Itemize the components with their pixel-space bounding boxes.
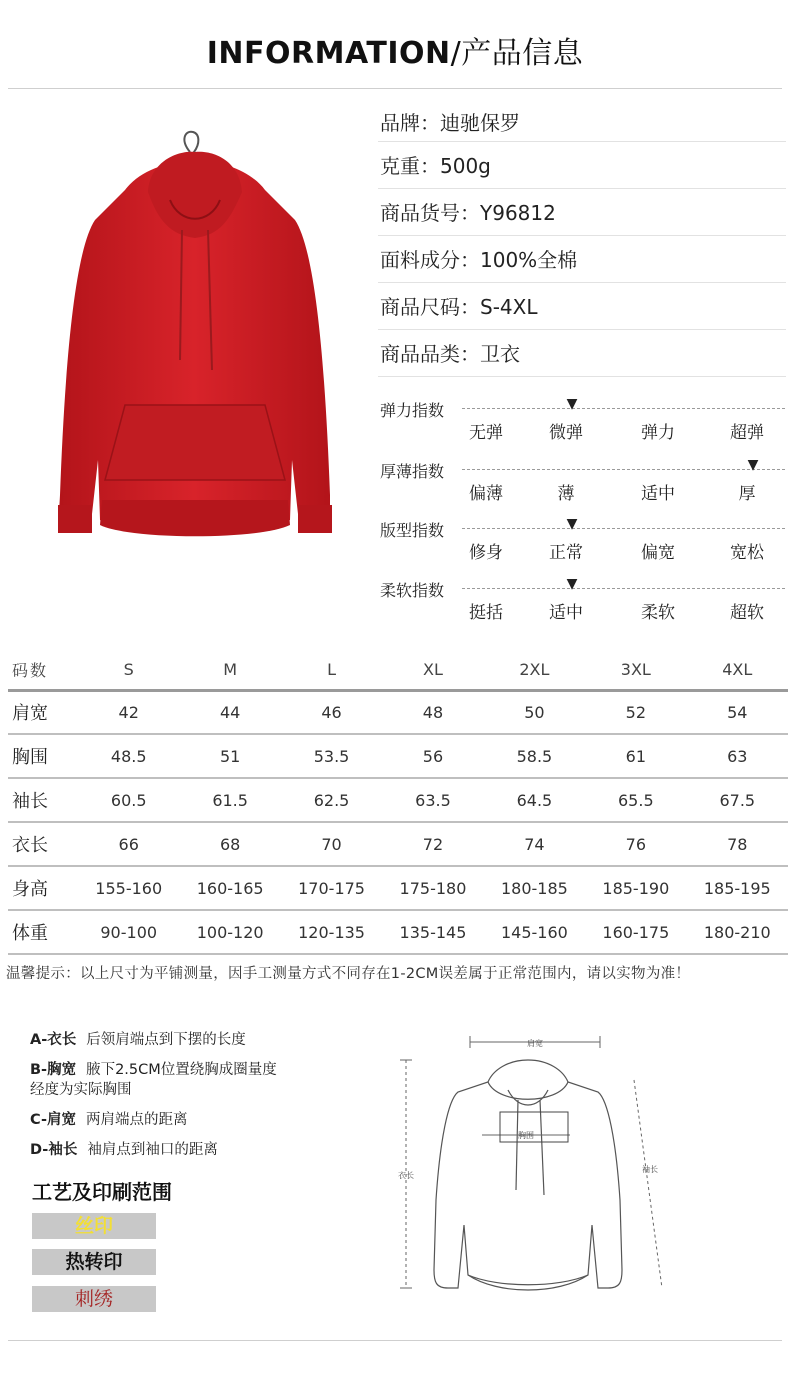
table-cell: 51 bbox=[179, 734, 280, 778]
table-cell: 100-120 bbox=[179, 910, 280, 954]
row-label: 衣长 bbox=[8, 822, 78, 866]
table-cell: 120-135 bbox=[281, 910, 382, 954]
table-cell: 170-175 bbox=[281, 866, 382, 910]
scale-label: 弹力指数 bbox=[380, 401, 445, 420]
info-category: 商品品类：卫衣 bbox=[378, 330, 786, 377]
table-cell: 155-160 bbox=[78, 866, 179, 910]
scale-option: 无弹 bbox=[469, 423, 503, 443]
row-label: 袖长 bbox=[8, 778, 78, 822]
scale-label: 柔软指数 bbox=[380, 581, 445, 600]
scale-label: 版型指数 bbox=[380, 521, 445, 540]
table-cell: 67.5 bbox=[687, 778, 788, 822]
table-cell: 60.5 bbox=[78, 778, 179, 822]
info-fabric: 面料成分：100%全棉 bbox=[378, 236, 786, 283]
scale-line bbox=[462, 408, 785, 409]
table-row bbox=[8, 822, 788, 866]
table-cell: 61.5 bbox=[179, 778, 280, 822]
info-item-number: 商品货号：Y96812 bbox=[378, 189, 786, 236]
table-cell: 44 bbox=[179, 690, 280, 734]
row-label: 肩宽 bbox=[8, 690, 78, 734]
scale-row bbox=[380, 459, 785, 515]
definition-shoulder: C-肩宽 两肩端点的距离 bbox=[30, 1112, 188, 1128]
definition-chest: B-胸宽 腋下2.5CM位置绕胸成圈量度经度为实际胸围 bbox=[30, 1062, 277, 1098]
scale-option: 偏薄 bbox=[469, 484, 503, 504]
table-cell: 62.5 bbox=[281, 778, 382, 822]
row-label: 胸围 bbox=[8, 734, 78, 778]
table-cell: 50 bbox=[484, 690, 585, 734]
table-cell: 175-180 bbox=[382, 866, 483, 910]
table-cell: 78 bbox=[687, 822, 788, 866]
measurement-notice: 温馨提示：以上尺寸为平铺测量，因手工测量方式不同存在1-2CM误差属于正常范围内，请以实物为准！ bbox=[6, 966, 691, 982]
scale-marker-icon: ▼ bbox=[566, 516, 578, 532]
scale-option: 微弹 bbox=[549, 423, 583, 443]
size-table bbox=[8, 650, 788, 955]
scale-marker-icon: ▼ bbox=[566, 396, 578, 412]
page-title-cn: /产品信息 bbox=[450, 36, 584, 71]
scale-option: 厚 bbox=[738, 484, 756, 504]
size-header-cell: XL bbox=[382, 650, 483, 690]
table-cell: 48 bbox=[382, 690, 483, 734]
diagram-label-chest: 胸围 bbox=[518, 1131, 534, 1140]
info-brand: 品牌：迪驰保罗 bbox=[378, 100, 786, 142]
table-cell: 46 bbox=[281, 690, 382, 734]
scale-marker-icon: ▼ bbox=[566, 576, 578, 592]
page-title-en: INFORMATION bbox=[206, 36, 451, 71]
scale-option: 薄 bbox=[557, 484, 575, 504]
scale-row bbox=[380, 578, 785, 634]
table-cell: 48.5 bbox=[78, 734, 179, 778]
scale-option: 正常 bbox=[549, 543, 583, 563]
scale-row bbox=[380, 518, 785, 574]
scale-option: 挺括 bbox=[469, 603, 503, 623]
diagram-label-sleeve: 袖长 bbox=[642, 1165, 658, 1174]
diagram-label-length: 衣长 bbox=[398, 1171, 414, 1180]
scale-option: 超软 bbox=[730, 603, 764, 623]
page-title bbox=[0, 28, 790, 72]
row-label: 身高 bbox=[8, 866, 78, 910]
size-header-cell: L bbox=[281, 650, 382, 690]
table-row bbox=[8, 866, 788, 910]
table-cell: 64.5 bbox=[484, 778, 585, 822]
scale-marker-icon: ▼ bbox=[747, 457, 759, 473]
table-cell: 76 bbox=[585, 822, 686, 866]
row-label: 体重 bbox=[8, 910, 78, 954]
scale-option: 修身 bbox=[469, 543, 503, 563]
table-cell: 90-100 bbox=[78, 910, 179, 954]
scale-option: 适中 bbox=[641, 484, 675, 504]
table-cell: 160-175 bbox=[585, 910, 686, 954]
measurement-definitions bbox=[30, 1030, 370, 1170]
table-cell: 56 bbox=[382, 734, 483, 778]
definition-sleeve: D-袖长 袖肩点到袖口的距离 bbox=[30, 1142, 218, 1158]
table-cell: 72 bbox=[382, 822, 483, 866]
scale-option: 柔软 bbox=[641, 603, 675, 623]
table-cell: 66 bbox=[78, 822, 179, 866]
scale-line bbox=[462, 528, 785, 529]
table-row bbox=[8, 910, 788, 954]
table-cell: 145-160 bbox=[484, 910, 585, 954]
red-hoodie-on-hanger-image bbox=[30, 100, 360, 620]
table-cell: 68 bbox=[179, 822, 280, 866]
table-row bbox=[8, 690, 788, 734]
table-cell: 135-145 bbox=[382, 910, 483, 954]
table-cell: 160-165 bbox=[179, 866, 280, 910]
definition-length: A-衣长 后领肩端点到下摆的长度 bbox=[30, 1032, 246, 1048]
bottom-divider bbox=[8, 1340, 782, 1341]
product-info-list bbox=[378, 100, 786, 377]
table-row bbox=[8, 778, 788, 822]
table-cell: 61 bbox=[585, 734, 686, 778]
diagram-label-shoulder: 肩宽 bbox=[527, 1039, 543, 1048]
size-table-header bbox=[8, 650, 788, 690]
table-cell: 52 bbox=[585, 690, 686, 734]
table-cell: 70 bbox=[281, 822, 382, 866]
table-cell: 63.5 bbox=[382, 778, 483, 822]
info-weight: 克重：500g bbox=[378, 142, 786, 189]
size-header-cell: S bbox=[78, 650, 179, 690]
table-cell: 74 bbox=[484, 822, 585, 866]
table-cell: 180-210 bbox=[687, 910, 788, 954]
scale-option: 宽松 bbox=[730, 543, 764, 563]
size-header-cell: 3XL bbox=[585, 650, 686, 690]
hoodie-outline-diagram bbox=[378, 1020, 678, 1310]
top-divider bbox=[8, 88, 782, 89]
craft-embroidery: 刺绣 bbox=[32, 1286, 156, 1312]
scale-line bbox=[462, 588, 785, 589]
craft-heat-transfer: 热转印 bbox=[32, 1249, 156, 1275]
table-cell: 53.5 bbox=[281, 734, 382, 778]
table-row bbox=[8, 734, 788, 778]
table-cell: 65.5 bbox=[585, 778, 686, 822]
craft-title: 工艺及印刷范围 bbox=[32, 1180, 172, 1204]
scale-option: 偏宽 bbox=[641, 543, 675, 563]
info-size-range: 商品尺码：S-4XL bbox=[378, 283, 786, 330]
table-cell: 63 bbox=[687, 734, 788, 778]
table-cell: 58.5 bbox=[484, 734, 585, 778]
scale-option: 适中 bbox=[549, 603, 583, 623]
table-cell: 185-190 bbox=[585, 866, 686, 910]
table-cell: 185-195 bbox=[687, 866, 788, 910]
table-cell: 180-185 bbox=[484, 866, 585, 910]
scale-label: 厚薄指数 bbox=[380, 462, 445, 481]
size-header-cell: 4XL bbox=[687, 650, 788, 690]
table-cell: 54 bbox=[687, 690, 788, 734]
table-cell: 42 bbox=[78, 690, 179, 734]
scale-row bbox=[380, 398, 785, 454]
size-header-cell: M bbox=[179, 650, 280, 690]
size-header-label: 码数 bbox=[8, 650, 78, 690]
scale-option: 超弹 bbox=[730, 423, 764, 443]
craft-silkscreen: 丝印 bbox=[32, 1213, 156, 1239]
scale-option: 弹力 bbox=[641, 423, 675, 443]
size-header-cell: 2XL bbox=[484, 650, 585, 690]
